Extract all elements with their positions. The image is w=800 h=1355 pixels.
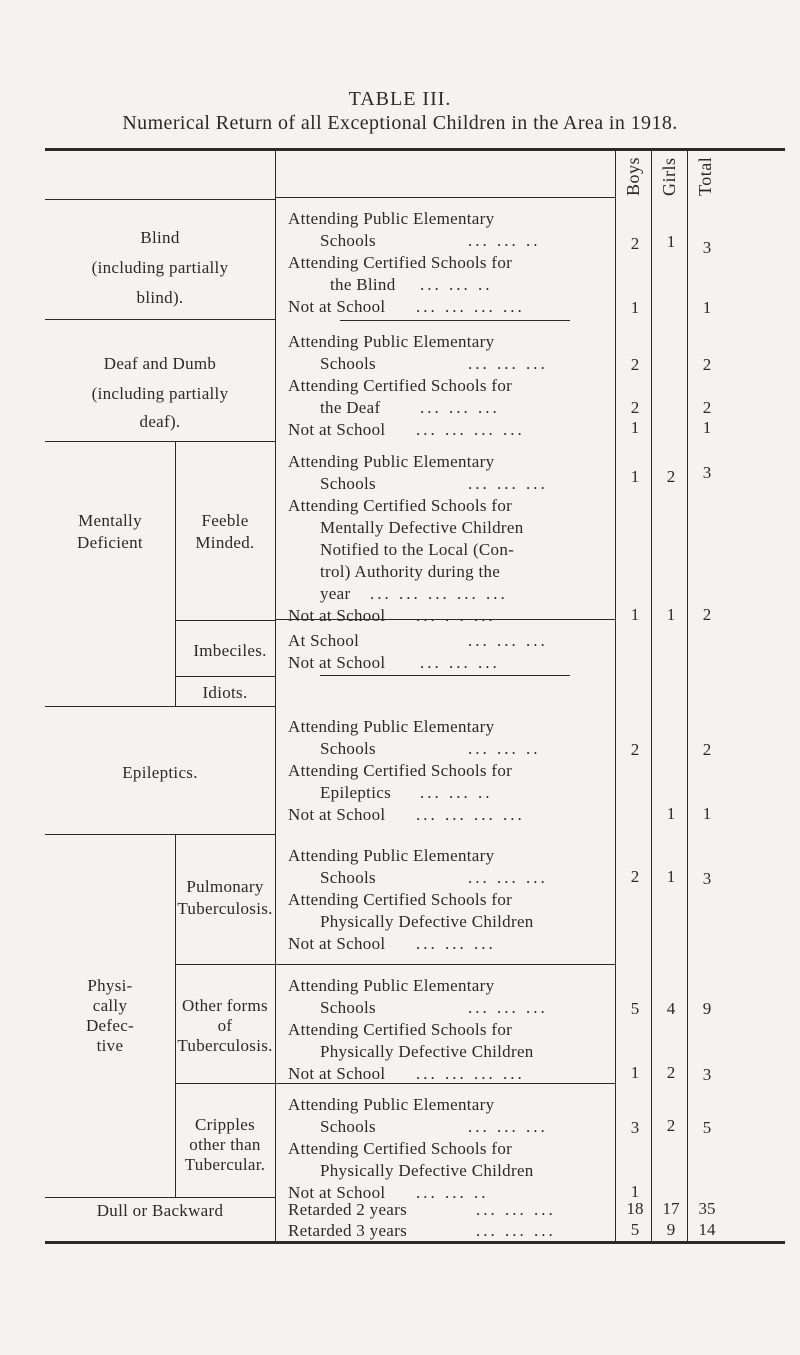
cripples-label-1: Cripples [194, 1115, 255, 1134]
rule-after-cripples [45, 1197, 275, 1198]
blind-dots-1: ... ... .. [468, 231, 541, 250]
blind-boys-2: 1 [630, 298, 640, 317]
mental-row-8: Not at School [288, 606, 386, 625]
mental-boys-2: 1 [630, 605, 640, 624]
pulmonary-dots-1: ... ... ... [468, 868, 548, 887]
dull-boys-1: 18 [626, 1199, 644, 1218]
cripples-total-1: 5 [702, 1118, 712, 1137]
mental-boys-1: 1 [630, 467, 640, 486]
deaf-total-3: 1 [702, 418, 712, 437]
other-tb-girls-1: 4 [666, 999, 676, 1018]
mental-row-4: Mentally Defective Children [320, 518, 524, 537]
pulmonary-row-2: Schools [320, 868, 376, 887]
epileptics-row-3: Attending Certified Schools for [288, 761, 513, 780]
feeble-label-2: Minded. [195, 533, 255, 552]
blind-row-2: Schools [320, 231, 376, 250]
other-tb-label-3: Tuberculosis. [177, 1036, 273, 1055]
other-tb-row-5: Not at School [288, 1064, 386, 1083]
deaf-total-2: 2 [702, 398, 712, 417]
epileptics-total-1: 2 [702, 740, 712, 759]
epileptics-dots-3: ... ... ... ... [416, 805, 525, 824]
mental-total-1: 3 [702, 463, 712, 482]
cripples-boys-2: 1 [630, 1182, 640, 1201]
pulmonary-label-1: Pulmonary [186, 877, 264, 896]
vrule-total [687, 150, 688, 1242]
blind-row-1: Attending Public Elementary [288, 209, 495, 228]
epileptics-row-5: Not at School [288, 805, 386, 824]
idiots-label: Idiots. [202, 683, 248, 702]
epileptics-dots-1: ... ... .. [468, 739, 541, 758]
dull-label: Dull or Backward [96, 1201, 224, 1220]
dull-row-1: Retarded 2 years [288, 1200, 408, 1219]
rule-after-epileptics [45, 834, 275, 835]
deaf-row-1: Attending Public Elementary [288, 332, 495, 351]
other-tb-total-1: 9 [702, 999, 712, 1018]
pulmonary-row-3: Attending Certified Schools for [288, 890, 513, 909]
other-tb-dots-1: ... ... ... [468, 998, 548, 1017]
physical-label-1: Physi- [87, 976, 133, 995]
epileptics-row-4: Epileptics [320, 783, 391, 802]
other-tb-row-4: Physically Defective Children [320, 1042, 534, 1061]
vrule-mental-sub [175, 442, 176, 706]
imbeciles-dots-2: ... ... ... [420, 653, 500, 672]
mental-row-7: year [320, 584, 351, 603]
other-tb-row-3: Attending Certified Schools for [288, 1020, 513, 1039]
mental-row-1: Attending Public Elementary [288, 452, 495, 471]
mental-total-2: 2 [702, 605, 712, 624]
other-tb-label-2: of [217, 1016, 233, 1035]
pulmonary-boys-1: 2 [630, 867, 640, 886]
cripples-row-5: Not at School [288, 1183, 386, 1202]
deaf-dots-3: ... ... ... ... [416, 420, 525, 439]
deaf-row-2: Schools [320, 354, 376, 373]
blind-row-5: Not at School [288, 297, 386, 316]
other-tb-boys-2: 1 [630, 1063, 640, 1082]
blind-label-2: (including partially [91, 258, 229, 277]
pulmonary-label-2: Tuberculosis. [177, 899, 273, 918]
rule-after-blind-2 [340, 320, 570, 321]
mental-label-2: Deficient [77, 533, 143, 552]
deaf-dots-2: ... ... ... [420, 398, 500, 417]
physical-label-2: cally [92, 996, 128, 1015]
pulmonary-row-5: Not at School [288, 934, 386, 953]
mental-row-5: Notified to the Local (Con- [320, 540, 515, 559]
dull-total-1: 35 [698, 1199, 716, 1218]
epileptics-total-2: 1 [702, 804, 712, 823]
deaf-dots-1: ... ... ... [468, 354, 548, 373]
dull-girls-1: 17 [662, 1199, 680, 1218]
rule-after-mental [175, 620, 275, 621]
imbeciles-label: Imbeciles. [193, 641, 267, 660]
cripples-row-3: Attending Certified Schools for [288, 1139, 513, 1158]
blind-label-1: Blind [140, 228, 180, 247]
header-total: Total [695, 156, 715, 196]
deaf-boys-2: 2 [630, 398, 640, 417]
deaf-label-2: (including partially [91, 384, 229, 403]
cripples-dots-1: ... ... ... [468, 1117, 548, 1136]
epileptics-row-1: Attending Public Elementary [288, 717, 495, 736]
mental-label-1: Mentally [78, 511, 142, 530]
epileptics-boys-1: 2 [630, 740, 640, 759]
rule-after-header [45, 199, 275, 200]
pulmonary-girls-1: 1 [666, 867, 676, 886]
mental-row-3: Attending Certified Schools for [288, 496, 513, 515]
physical-label-4: tive [96, 1036, 124, 1055]
blind-row-3: Attending Certified Schools for [288, 253, 513, 272]
dull-row-2: Retarded 3 years [288, 1221, 408, 1240]
dull-boys-2: 5 [630, 1220, 640, 1239]
cripples-girls-1: 2 [666, 1116, 676, 1135]
blind-girls-1: 1 [666, 232, 676, 251]
cripples-dots-2: ... ... .. [416, 1183, 489, 1202]
epileptics-girls-1: 1 [666, 804, 676, 823]
cripples-boys-1: 3 [630, 1118, 640, 1137]
deaf-total-1: 2 [702, 355, 712, 374]
dull-dots-1: ... ... ... [476, 1200, 556, 1219]
imbeciles-row-1: At School [288, 631, 360, 650]
epileptics-dots-2: ... ... .. [420, 783, 493, 802]
rule-after-idiots [45, 706, 275, 707]
blind-dots-3: ... ... ... ... [416, 297, 525, 316]
blind-label-3: blind). [136, 288, 184, 307]
cripples-label-3: Tubercular. [184, 1155, 266, 1174]
pulmonary-row-4: Physically Defective Children [320, 912, 534, 931]
header-boys: Boys [623, 156, 643, 196]
imbeciles-row-2: Not at School [288, 653, 386, 672]
feeble-label-1: Feeble [201, 511, 249, 530]
mental-girls-1: 2 [666, 467, 676, 486]
mental-row-6: trol) Authority during the [320, 562, 501, 581]
mental-dots-3: ... . . ... [416, 606, 496, 625]
dull-dots-2: ... ... ... [476, 1221, 556, 1240]
rule-after-imbeciles [175, 676, 275, 677]
dull-total-2: 14 [698, 1220, 716, 1239]
blind-total-2: 1 [702, 298, 712, 317]
mental-dots-1: ... ... ... [468, 474, 548, 493]
other-tb-boys-1: 5 [630, 999, 640, 1018]
table-title: TABLE III. [348, 88, 452, 110]
vrule-girls [651, 150, 652, 1242]
cripples-row-4: Physically Defective Children [320, 1161, 534, 1180]
bottom-rule [45, 1241, 785, 1244]
deaf-row-3: Attending Certified Schools for [288, 376, 513, 395]
cripples-row-2: Schools [320, 1117, 376, 1136]
mental-girls-2: 1 [666, 605, 676, 624]
pulmonary-dots-2: ... ... ... [416, 934, 496, 953]
blind-boys-1: 2 [630, 234, 640, 253]
rule-after-blind [45, 319, 275, 320]
cripples-label-2: other than [189, 1135, 261, 1154]
header-girls: Girls [659, 157, 679, 196]
blind-dots-2: ... ... .. [420, 275, 493, 294]
mental-row-2: Schools [320, 474, 376, 493]
deaf-boys-3: 1 [630, 418, 640, 437]
vrule-boys [615, 150, 616, 1242]
physical-label-3: Defec- [85, 1016, 135, 1035]
deaf-label-3: deaf). [139, 412, 181, 431]
mental-dots-2: ... ... ... ... ... [370, 584, 508, 603]
other-tb-label-1: Other forms [182, 996, 268, 1015]
epileptics-label: Epileptics. [122, 763, 198, 782]
rule-header-center [275, 197, 615, 198]
deaf-row-4: the Deaf [320, 398, 381, 417]
rule-after-pulmonary [175, 964, 615, 965]
deaf-row-5: Not at School [288, 420, 386, 439]
pulmonary-total-1: 3 [702, 869, 712, 888]
other-tb-row-2: Schools [320, 998, 376, 1017]
cripples-row-1: Attending Public Elementary [288, 1095, 495, 1114]
top-rule [45, 148, 785, 151]
pulmonary-row-1: Attending Public Elementary [288, 846, 495, 865]
epileptics-row-2: Schools [320, 739, 376, 758]
blind-total-1: 3 [702, 238, 712, 257]
table-subtitle: Numerical Return of all Exceptional Children in the Area in 1918. [122, 112, 678, 134]
deaf-label-1: Deaf and Dumb [103, 354, 217, 373]
other-tb-dots-2: ... ... ... ... [416, 1064, 525, 1083]
imbeciles-dots-1: ... ... ... [468, 631, 548, 650]
rule-after-other-tb [175, 1083, 615, 1084]
other-tb-total-2: 3 [702, 1065, 712, 1084]
deaf-boys-1: 2 [630, 355, 640, 374]
rule-after-imbeciles-2 [320, 675, 570, 676]
other-tb-row-1: Attending Public Elementary [288, 976, 495, 995]
blind-row-4: the Blind [330, 275, 396, 294]
other-tb-girls-2: 2 [666, 1063, 676, 1082]
dull-girls-2: 9 [666, 1220, 676, 1239]
vrule-label [275, 150, 276, 1242]
rule-after-deaf [45, 441, 275, 442]
